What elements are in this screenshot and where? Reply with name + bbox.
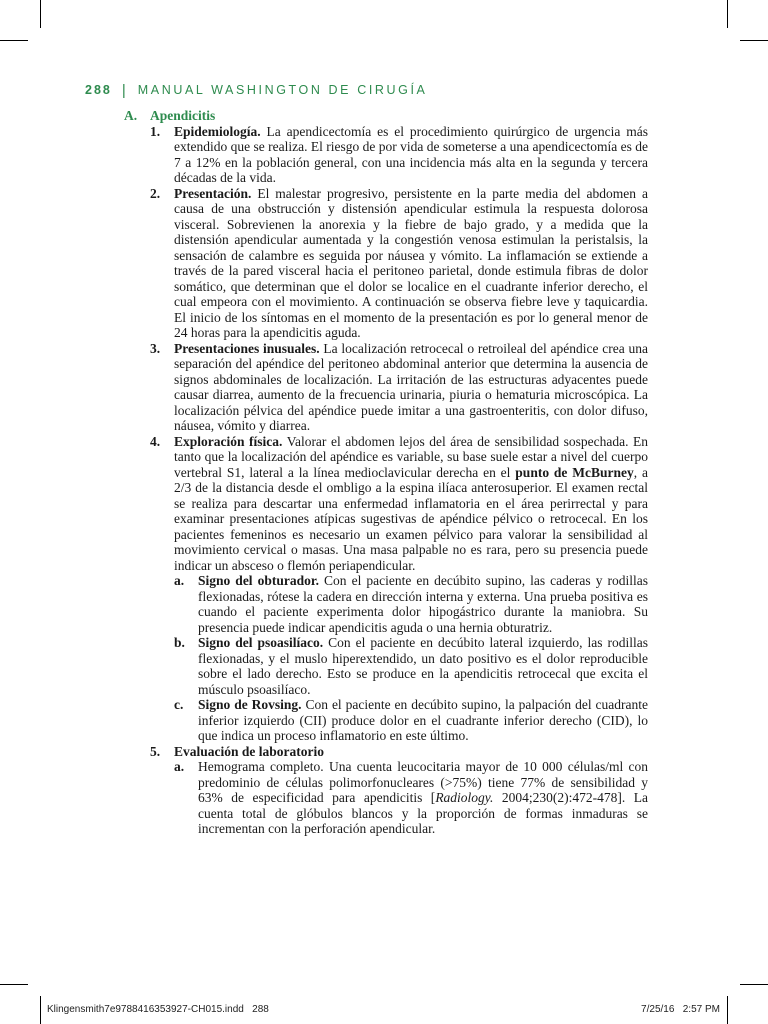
section-letter: A. <box>124 108 138 123</box>
crop-mark <box>727 0 728 28</box>
sub-item-letter: b. <box>174 635 185 650</box>
sub-item <box>174 635 648 697</box>
crop-mark <box>740 40 768 41</box>
sub-item-text: 2004;230(2):472-478]. La cuenta total de glóbulos blancos y la proporción de formas inmaduras se incrementan con la perforación apendicular. <box>198 790 648 836</box>
header-separator: | <box>121 82 126 99</box>
crop-mark <box>40 0 41 28</box>
list-item <box>124 434 648 744</box>
item-heading: Presentación. <box>174 185 252 201</box>
footer-datetime: 7/25/16 2:57 PM <box>641 1004 720 1015</box>
page-body <box>124 108 648 837</box>
sub-item-text: Hemograma completo. Una cuenta leucocitaria mayor de 10 000 células/ml con predominio de células polimorfonucleares (>75%) tiene 77% de sensibilidad y 63% de especificidad para apendicitis [ <box>198 759 648 805</box>
sub-item-heading: Signo de Rovsing. <box>198 697 302 712</box>
sub-item <box>174 697 648 744</box>
running-head <box>85 81 427 98</box>
sub-item <box>174 573 648 635</box>
item-number: 1. <box>150 123 161 139</box>
section-title: Apendicitis <box>150 108 216 123</box>
item-number: 5. <box>150 743 161 759</box>
crop-mark <box>0 40 28 41</box>
crop-mark <box>727 996 728 1024</box>
item-text: , a 2/3 de la distancia desde el ombligo a la espina ilíaca anterosuperior. El examen rectal se realiza para descartar una enfermedad inflamatoria en el área perirrectal y para examinar presentaciones atípicas sugestivas de apéndice pélvico o retrocecal. En los pacientes femeninos es necesario un examen pélvico para valorar la sensibilidad al movimiento cervical o masas. Una masa palpable no es rara, pero su presencia puede indicar un absceso o flemón periapendicular. <box>174 464 649 573</box>
sub-item <box>174 759 648 837</box>
section-heading <box>124 108 648 124</box>
sub-item-text: Con el paciente en decúbito lateral izquierdo, las rodillas flexionadas, y el muslo hiperextendido, un dato positivo es el dolor reproducible sobre el lado derecho. Esto se produce en la apendicitis retrocecal que excita el músculo psoasilíaco. <box>198 635 648 697</box>
sub-item-text: Con el paciente en decúbito supino, las caderas y rodillas flexionadas, rótese la cadera en dirección interna y externa. Una prueba positiva es cuando el paciente experimenta dolor hipogástrico durante la maniobra. Su presencia puede indicar apendicitis aguda o una hernia obturatriz. <box>198 573 648 635</box>
book-title: MANUAL WASHINGTON DE CIRUGÍA <box>137 83 428 97</box>
sub-item-letter: a. <box>174 759 185 774</box>
list-item <box>124 124 648 186</box>
item-number: 2. <box>150 185 161 201</box>
item-text: La localización retrocecal o retroileal del apéndice crea una separación del apéndice del peritoneo abdominal anterior que determina la ausencia de signos abdominales de localización. La irritación de las estructuras adyacentes puede causar diarrea, aumento de la frecuencia urinaria, piuria o hematuria microscópica. La localización pélvica del apéndice puede imitar a una gastroenteritis, con dolor difuso, náusea, vómito y diarrea. <box>174 340 648 433</box>
item-heading: Evaluación de laboratorio <box>174 743 325 759</box>
item-heading: Exploración física. <box>174 433 283 449</box>
sub-item-letter: c. <box>174 697 184 712</box>
sub-item-text: Con el paciente en decúbito supino, la palpación del cuadrante inferior izquierdo (CII) produce dolor en el cuadrante inferior derecho (CID), lo que indica un proceso inflamatorio en este último. <box>198 697 648 743</box>
mcburney-term: punto de McBurney <box>515 464 634 480</box>
crop-mark <box>0 984 28 985</box>
crop-mark <box>740 984 768 985</box>
journal-name: Radiology. <box>435 790 494 805</box>
list-item <box>124 341 648 434</box>
item-text: La apendicectomía es el procedimiento quirúrgico de urgencia más extendido que se realiza. El riesgo de por vida de someterse a una apendicectomía es de 7 a 12% en la población general, con una incidencia más alta en la segunda y tercera décadas de la vida. <box>174 123 648 185</box>
item-number: 3. <box>150 340 161 356</box>
item-number: 4. <box>150 433 161 449</box>
crop-mark <box>40 996 41 1024</box>
item-text: Valorar el abdomen lejos del área de sensibilidad sospechada. En tanto que la localización del apéndice es variable, su base suele estar a nivel del cuerpo vertebral S1, lateral a la línea medioclavicular derecha en el <box>174 433 648 480</box>
sub-item-heading: Signo del obturador. <box>198 573 319 588</box>
list-item <box>124 186 648 341</box>
item-heading: Epidemiología. <box>174 123 261 139</box>
sub-item-letter: a. <box>174 573 185 588</box>
sub-item-heading: Signo del psoasilíaco. <box>198 635 324 650</box>
footer-filename: Klingensmith7e9788416353927-CH015.indd 288 <box>47 1004 269 1015</box>
item-text: El malestar progresivo, persistente en la parte media del abdomen a causa de una obstrucción y distensión apendicular estimula la respuesta dolorosa visceral. Sobrevienen la anorexia y la fiebre de bajo grado, y a medida que la distensión apendicular aumentada y la congestión venosa estimulan la peristalsis, la sensación de calambre es seguida por náusea y vómito. La inflamación se extiende a través de la pared visceral hacia el peritoneo parietal, donde estimula fibras de dolor somático, que determinan que el dolor se localice en el cuadrante inferior derecho, el cual empeora con el movimiento. A continuación se observa fiebre leve y taquicardia. El inicio de los síntomas en el momento de la presentación es por lo general menor de 24 horas para la apendicitis aguda. <box>174 185 648 340</box>
list-item <box>124 744 648 837</box>
item-heading: Presentaciones inusuales. <box>174 340 320 356</box>
page-number: 288 <box>85 83 112 97</box>
